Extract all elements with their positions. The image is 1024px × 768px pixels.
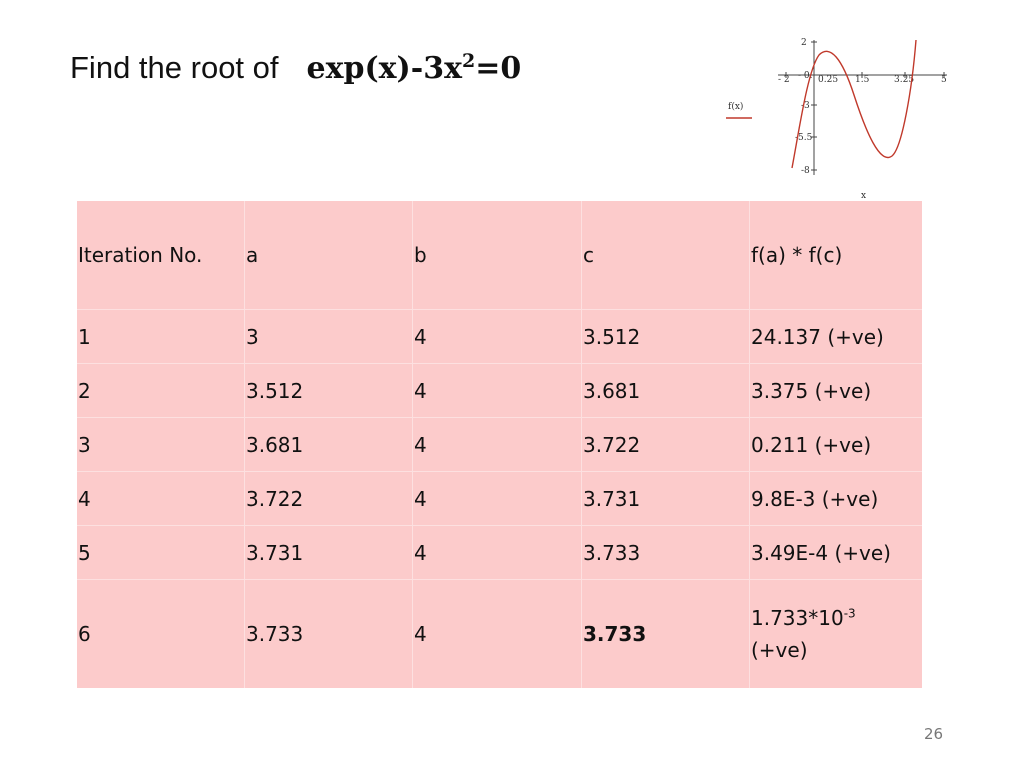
plot-y-tick-3: -5.5 xyxy=(795,133,813,143)
slide-title xyxy=(70,50,521,86)
cell-a: 3.733 xyxy=(245,580,413,689)
plot-x-tick-6: 5 xyxy=(941,75,947,85)
header-b: b xyxy=(413,201,582,310)
fafc-sign: (+ve) xyxy=(751,638,808,662)
function-plot xyxy=(722,30,954,205)
cell-c: 3.681 xyxy=(582,364,750,418)
cell-b: 4 xyxy=(413,472,582,526)
cell-a: 3.512 xyxy=(245,364,413,418)
page-number: 26 xyxy=(924,725,944,743)
table-row xyxy=(77,526,922,580)
cell-b: 4 xyxy=(413,418,582,472)
cell-a: 3 xyxy=(245,310,413,364)
cell-fafc: 3.49E-4 (+ve) xyxy=(750,526,923,580)
table-header-row xyxy=(77,201,922,310)
table-row xyxy=(77,472,922,526)
cell-fafc: 24.137 (+ve) xyxy=(750,310,923,364)
header-c: c xyxy=(582,201,750,310)
header-iteration: Iteration No. xyxy=(77,201,245,310)
cell-iteration: 4 xyxy=(77,472,245,526)
cell-b: 4 xyxy=(413,310,582,364)
cell-c: 3.512 xyxy=(582,310,750,364)
table-row xyxy=(77,418,922,472)
cell-iteration: 5 xyxy=(77,526,245,580)
cell-c-root: 3.733 xyxy=(582,580,750,689)
fafc-base: 1.733*10 xyxy=(751,606,844,630)
cell-fafc: 3.375 (+ve) xyxy=(750,364,923,418)
title-lead: Find the root of xyxy=(70,50,279,85)
cell-iteration: 1 xyxy=(77,310,245,364)
equation-main: exp(x)-3x xyxy=(306,51,462,86)
plot-x-axis-label: x xyxy=(861,191,867,201)
equation-tail: =0 xyxy=(475,51,522,86)
table-row xyxy=(77,310,922,364)
cell-a: 3.681 xyxy=(245,418,413,472)
cell-iteration: 2 xyxy=(77,364,245,418)
plot-legend-label: f(x) xyxy=(728,102,744,112)
cell-c: 3.733 xyxy=(582,526,750,580)
plot-x-tick-1: - 2 xyxy=(778,75,790,85)
cell-a: 3.731 xyxy=(245,526,413,580)
plot-curve xyxy=(792,40,916,168)
table-row-final xyxy=(77,580,922,689)
cell-c: 3.722 xyxy=(582,418,750,472)
cell-c: 3.731 xyxy=(582,472,750,526)
cell-fafc xyxy=(750,580,923,689)
header-fafc: f(a) * f(c) xyxy=(750,201,923,310)
plot-y-tick-4: -8 xyxy=(801,166,810,176)
fafc-value xyxy=(751,602,922,666)
cell-iteration: 3 xyxy=(77,418,245,472)
fafc-exponent: -3 xyxy=(843,606,856,621)
cell-a: 3.722 xyxy=(245,472,413,526)
table-row xyxy=(77,364,922,418)
cell-b: 4 xyxy=(413,580,582,689)
cell-fafc: 0.211 (+ve) xyxy=(750,418,923,472)
plot-y-tick-1: 2 xyxy=(801,38,807,48)
cell-fafc: 9.8E-3 (+ve) xyxy=(750,472,923,526)
plot-x-tick-2: - 0. xyxy=(798,71,813,81)
plot-x-tick-5: 3.25 xyxy=(894,75,915,85)
bisection-table xyxy=(77,201,922,688)
cell-b: 4 xyxy=(413,526,582,580)
title-equation xyxy=(307,51,522,86)
plot-x-tick-3: 0.25 xyxy=(818,75,839,85)
header-a: a xyxy=(245,201,413,310)
cell-iteration: 6 xyxy=(77,580,245,689)
plot-x-tick-4: 1.5 xyxy=(855,75,870,85)
equation-exponent: 2 xyxy=(461,50,476,72)
cell-b: 4 xyxy=(413,364,582,418)
plot-y-tick-2: -3 xyxy=(801,101,810,111)
